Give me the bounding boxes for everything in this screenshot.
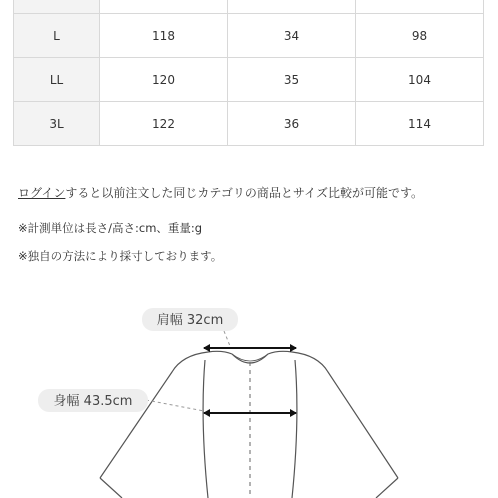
login-note-text: すると以前注文した同じカテゴリの商品とサイズ比較が可能です。 bbox=[65, 186, 424, 200]
size-cell: L bbox=[14, 14, 100, 58]
table-row bbox=[14, 58, 484, 102]
chest-leader-line bbox=[146, 400, 204, 411]
value-cell: 118 bbox=[100, 14, 228, 58]
shoulder-label bbox=[142, 308, 238, 331]
size-cell: 3L bbox=[14, 102, 100, 146]
garment-outline bbox=[100, 351, 398, 498]
method-note: ※独自の方法により採寸しております。 bbox=[18, 249, 223, 263]
login-compare-note bbox=[18, 184, 423, 201]
table-row bbox=[14, 102, 484, 146]
value-cell bbox=[228, 0, 356, 14]
table-row bbox=[14, 14, 484, 58]
table-row bbox=[14, 0, 484, 14]
value-cell: 114 bbox=[356, 102, 484, 146]
shoulder-label-text: 肩幅 32cm bbox=[156, 313, 224, 328]
value-cell bbox=[356, 0, 484, 14]
size-cell bbox=[14, 0, 100, 14]
chest-label-text: 身幅 43.5cm bbox=[53, 394, 133, 409]
login-link[interactable]: ログイン bbox=[18, 186, 66, 200]
shoulder-leader-line bbox=[224, 331, 230, 346]
measurement-diagram bbox=[0, 290, 498, 498]
value-cell: 34 bbox=[228, 14, 356, 58]
value-cell: 122 bbox=[100, 102, 228, 146]
size-table bbox=[13, 0, 484, 146]
value-cell: 104 bbox=[356, 58, 484, 102]
value-cell bbox=[100, 0, 228, 14]
value-cell: 35 bbox=[228, 58, 356, 102]
unit-note: ※計測単位は長さ/高さ:cm、重量:g bbox=[18, 221, 203, 235]
value-cell: 120 bbox=[100, 58, 228, 102]
size-cell: LL bbox=[14, 58, 100, 102]
chest-label bbox=[38, 389, 148, 412]
value-cell: 98 bbox=[356, 14, 484, 58]
value-cell: 36 bbox=[228, 102, 356, 146]
